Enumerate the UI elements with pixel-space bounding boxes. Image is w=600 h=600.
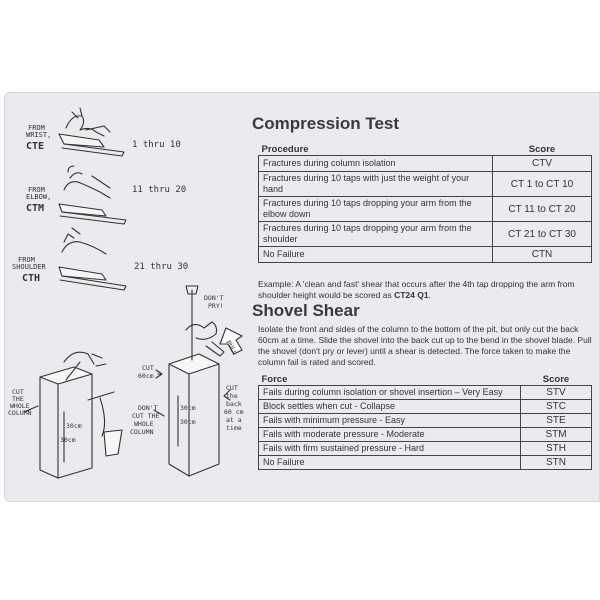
procedure-cell: Fractures during 10 taps dropping your arm from the shoulder [259, 222, 493, 247]
table-row [259, 222, 592, 247]
pull-label: PULL [224, 339, 240, 357]
score-header: Score [528, 144, 556, 155]
force-cell: Fails during column isolation or shovel insertion – Very Easy [259, 386, 521, 400]
dim-b2-label: 30cm [180, 418, 196, 426]
cut-back-label-1: CUT [226, 384, 238, 392]
cte-from2-label: WRIST, [26, 131, 52, 139]
dont-cut-label-3: WHOLE [134, 420, 154, 428]
force-cell: Fails with firm sustained pressure - Hard [259, 442, 521, 456]
table-row [259, 400, 592, 414]
score-cell: STE [521, 414, 592, 428]
cut-whole-label-4: COLUMN [8, 409, 32, 417]
cte-from-label: FROM [28, 124, 45, 132]
table-row [259, 428, 592, 442]
dim-a2-label: 30cm [60, 436, 76, 444]
force-cell: Fails with moderate pressure - Moderate [259, 428, 521, 442]
dont-cut-label-2: CUT THE [132, 412, 160, 420]
cut-whole-label-2: THE [12, 395, 24, 403]
dont-cut-label-4: COLUMN [130, 428, 154, 436]
score-cell: STH [521, 442, 592, 456]
score-cell: STV [521, 386, 592, 400]
score-cell: CT 21 to CT 30 [493, 222, 592, 247]
procedure-cell: No Failure [259, 247, 493, 263]
procedure-cell: Fractures during 10 taps dropping your arm from the elbow down [259, 197, 493, 222]
shoulder-tap-hand-icon [59, 228, 126, 290]
table-row [259, 172, 592, 197]
example-text: Example: A 'clean and fast' shear that occurs after the 4th tap dropping the arm from shoulder height would be scored as [258, 279, 575, 300]
ctm-from2-label: ELBOW, [26, 193, 52, 201]
score-cell: CTN [493, 247, 592, 263]
cth-from-label: FROM [18, 256, 35, 264]
cut-back-label-4: 60 cm [224, 408, 244, 416]
force-cell: No Failure [259, 456, 521, 470]
score-cell: STN [521, 456, 592, 470]
procedure-cell: Fractures during 10 taps with just the weight of your hand [259, 172, 493, 197]
dont-pry-label-1: DON'T [204, 294, 224, 302]
score-cell: STM [521, 428, 592, 442]
score-cell: CT 1 to CT 10 [493, 172, 592, 197]
dont-cut-label-1: DON'T [138, 404, 158, 412]
back-cut-column-icon [169, 286, 224, 476]
table-row [259, 414, 592, 428]
force-cell: Fails with minimum pressure - Easy [259, 414, 521, 428]
cut-whole-label-3: WHOLE [10, 402, 30, 410]
table-row [259, 386, 592, 400]
procedure-header: Procedure [261, 144, 309, 155]
force-header: Force [261, 374, 288, 385]
cut-back-label-2: the [226, 392, 238, 400]
score-header: Score [542, 374, 570, 385]
reference-card [4, 92, 600, 502]
compression-test-title: Compression Test [252, 114, 400, 133]
ctm-from-label: FROM [28, 186, 45, 194]
cut-back-label-3: back [226, 400, 242, 408]
elbow-tap-hand-icon [59, 166, 126, 224]
cut-back-label-6: time [226, 424, 242, 432]
cut60-label-1: CUT [142, 364, 154, 372]
shovel-shear-description: Isolate the front and sides of the column to the bottom of the pit, but only cut the back 60cm at a time. Slide the shovel into the back cut up to the bend in the shovel blade. Pull the shovel (don't pry or lever) until a shear is detected. The force taken to make the column fail is rated and scored. [258, 324, 592, 367]
table-row [259, 442, 592, 456]
shovel-shear-table [258, 374, 592, 470]
table-row [259, 156, 592, 172]
wrist-tap-hand-icon [59, 108, 124, 156]
shovel-icon [88, 392, 122, 456]
table-row [259, 456, 592, 470]
cut-arrow-icon [156, 370, 162, 378]
cth-range: 21 thru 30 [134, 262, 189, 272]
score-cell: STC [521, 400, 592, 414]
shovel-shear-title: Shovel Shear [252, 301, 360, 320]
example-score: CT24 Q1 [394, 290, 429, 300]
cut60-label-2: 60cm [138, 372, 154, 380]
cth-from2-label: SHOULDER [12, 263, 46, 271]
score-cell: CT 11 to CT 20 [493, 197, 592, 222]
table-row [259, 247, 592, 263]
compression-test-table [258, 144, 592, 263]
procedure-cell: Fractures during column isolation [259, 156, 493, 172]
cth-code: CTH [22, 273, 41, 284]
example-end: . [428, 290, 431, 300]
ctm-range: 11 thru 20 [132, 185, 187, 195]
illustrations-panel [4, 92, 249, 502]
dont-pry-label-2: PRY! [208, 302, 224, 310]
cut-back-label-5: at a [226, 416, 242, 424]
score-cell: CTV [493, 156, 592, 172]
whole-column-icon [40, 352, 106, 478]
cte-code: CTE [26, 141, 45, 152]
dim-a1-label: 30cm [66, 422, 82, 430]
ctm-code: CTM [26, 203, 45, 214]
cte-range: 1 thru 10 [132, 140, 181, 150]
dim-b1-label: 30cm [180, 404, 196, 412]
cut-whole-label-1: CUT [12, 388, 24, 396]
table-row [259, 197, 592, 222]
example-note [258, 279, 592, 301]
force-cell: Block settles when cut - Collapse [259, 400, 521, 414]
